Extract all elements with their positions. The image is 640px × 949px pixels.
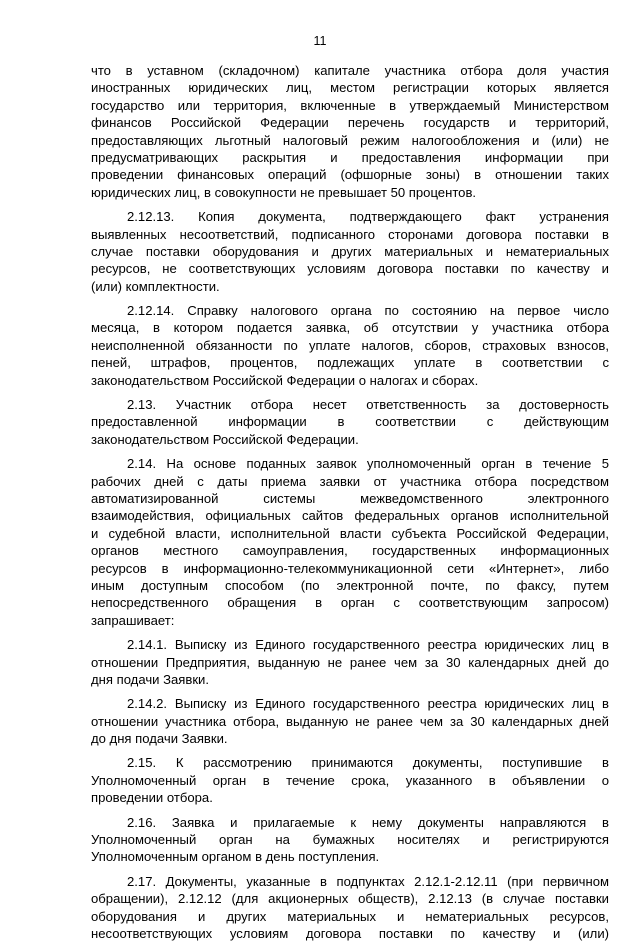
text-line: иностранных юридических лиц, местом регистрации которых является bbox=[91, 80, 609, 96]
text-line: и судебной власти, исполнительной власти субъекта Российской Федерации, bbox=[91, 525, 609, 541]
text-line: 2.15. К рассмотрению принимаются документы, поступившие в bbox=[127, 755, 609, 771]
document-body bbox=[91, 62, 609, 949]
text-line: непосредственного обращения в орган с соответствующим запросом) bbox=[91, 595, 609, 611]
text-line: 2.14.1. Выписку из Единого государственного реестра юридических лиц в bbox=[127, 637, 609, 653]
text-line: законодательством Российской Федерации о налогах и сборах. bbox=[91, 372, 479, 388]
text-line: дня подачи Заявки. bbox=[91, 671, 210, 687]
text-line: государство или территория, включенные в утверждаемый Министерством bbox=[91, 97, 609, 113]
text-line: отношении участника отбора, выданную не ранее чем за 30 календарных дней bbox=[91, 713, 609, 729]
text-line: 2.16. Заявка и прилагаемые к нему документы направляются в bbox=[127, 814, 609, 830]
paragraph-p-2-15 bbox=[91, 754, 609, 806]
text-line: иным доступным способом (по электронной почте, по факсу, путем bbox=[91, 577, 609, 593]
text-line: 2.12.14. Справку налогового органа по состоянию на первое число bbox=[127, 303, 609, 319]
text-line: Уполномоченный орган на бумажных носителях и регистрируются bbox=[91, 832, 609, 848]
text-line: 2.12.13. Копия документа, подтверждающего факт устранения bbox=[127, 209, 609, 225]
text-line: что в уставном (складочном) капитале участника отбора доля участия bbox=[91, 63, 609, 78]
text-line: проведении финансовых операций (офшорные зоны) в отношении таких bbox=[91, 167, 609, 183]
text-line: оборудования и других материальных и нематериальных ресурсов, bbox=[91, 908, 609, 924]
paragraph-p-2-14 bbox=[91, 455, 609, 629]
text-line: выявленных несоответствий, подписанного сторонами договора поставки в bbox=[91, 226, 609, 242]
text-line: предоставленной информации в соответствии с действующим bbox=[91, 414, 609, 430]
text-line: пеней, штрафов, процентов, подлежащих уплате в соответствии с bbox=[91, 355, 609, 371]
text-line: неисполненной обязанности по уплате налогов, сборов, страховых взносов, bbox=[91, 337, 609, 353]
text-line: взаимодействия, официальных сайтов федеральных органов исполнительной bbox=[91, 508, 609, 524]
text-line: обращении), 2.12.12 (для акционерных обществ), 2.12.13 (в случае поставки bbox=[91, 891, 609, 907]
paragraph-continuation bbox=[91, 62, 609, 201]
text-line: (или) комплектности. bbox=[91, 278, 220, 294]
text-line: ресурсов, не соответствующих условиям договора поставки по качеству и bbox=[91, 261, 609, 277]
text-line: 2.14.2. Выписку из Единого государственного реестра юридических лиц в bbox=[127, 696, 609, 712]
text-line: отношении Предприятия, выданную не ранее чем за 30 календарных дней до bbox=[91, 654, 609, 670]
text-line: органов местного самоуправления, государственных информационных bbox=[91, 543, 609, 559]
paragraph-p-2-13 bbox=[91, 396, 609, 448]
text-line: случае поставки оборудования и других материальных и нематериальных bbox=[91, 243, 609, 259]
text-line: Уполномоченным органом в день поступления. bbox=[91, 849, 380, 865]
text-line: законодательством Российской Федерации. bbox=[91, 431, 359, 447]
paragraph-p-2-16 bbox=[91, 814, 609, 866]
paragraph-p-2-14-2 bbox=[91, 695, 609, 747]
text-line: проведении отбора. bbox=[91, 790, 213, 806]
paragraph-p-2-17 bbox=[91, 873, 609, 943]
text-line: запрашивает: bbox=[91, 612, 175, 628]
text-line: финансов Российской Федерации перечень государств и территорий, bbox=[91, 115, 609, 131]
text-line: 2.13. Участник отбора несет ответственность за достоверность bbox=[127, 397, 609, 413]
text-line: автоматизированной системы межведомственного электронного bbox=[91, 490, 609, 506]
paragraph-p-2-14-1 bbox=[91, 636, 609, 688]
text-line: месяца, в котором подается заявка, об отсутствии у участника отбора bbox=[91, 320, 609, 336]
text-line: юридических лиц, в совокупности не превышает 50 процентов. bbox=[91, 184, 477, 200]
page-number: 11 bbox=[313, 34, 327, 48]
paragraph-p-2-12-14 bbox=[91, 302, 609, 389]
text-line: до дня подачи Заявки. bbox=[91, 731, 228, 747]
text-line: 2.14. На основе поданных заявок уполномоченный орган в течение 5 bbox=[127, 456, 609, 472]
text-line: несоответствующих условиям договора поставки по качеству и (или) bbox=[91, 925, 609, 941]
text-line: предоставляющих льготный налоговый режим налогообложения и (или) не bbox=[91, 132, 609, 148]
text-line: Уполномоченный орган в течение срока, указанного в объявлении о bbox=[91, 772, 609, 788]
text-line: рабочих дней с даты приема заявки от участника отбора посредством bbox=[91, 473, 609, 489]
text-line: 2.17. Документы, указанные в подпунктах 2.12.1-2.12.11 (при первичном bbox=[127, 873, 609, 889]
paragraph-p-2-12-13 bbox=[91, 208, 609, 295]
text-line: ресурсов в информационно-телекоммуникационной сети «Интернет», либо bbox=[91, 560, 609, 576]
text-line: предусматривающих раскрытия и предоставления информации при bbox=[91, 149, 609, 165]
